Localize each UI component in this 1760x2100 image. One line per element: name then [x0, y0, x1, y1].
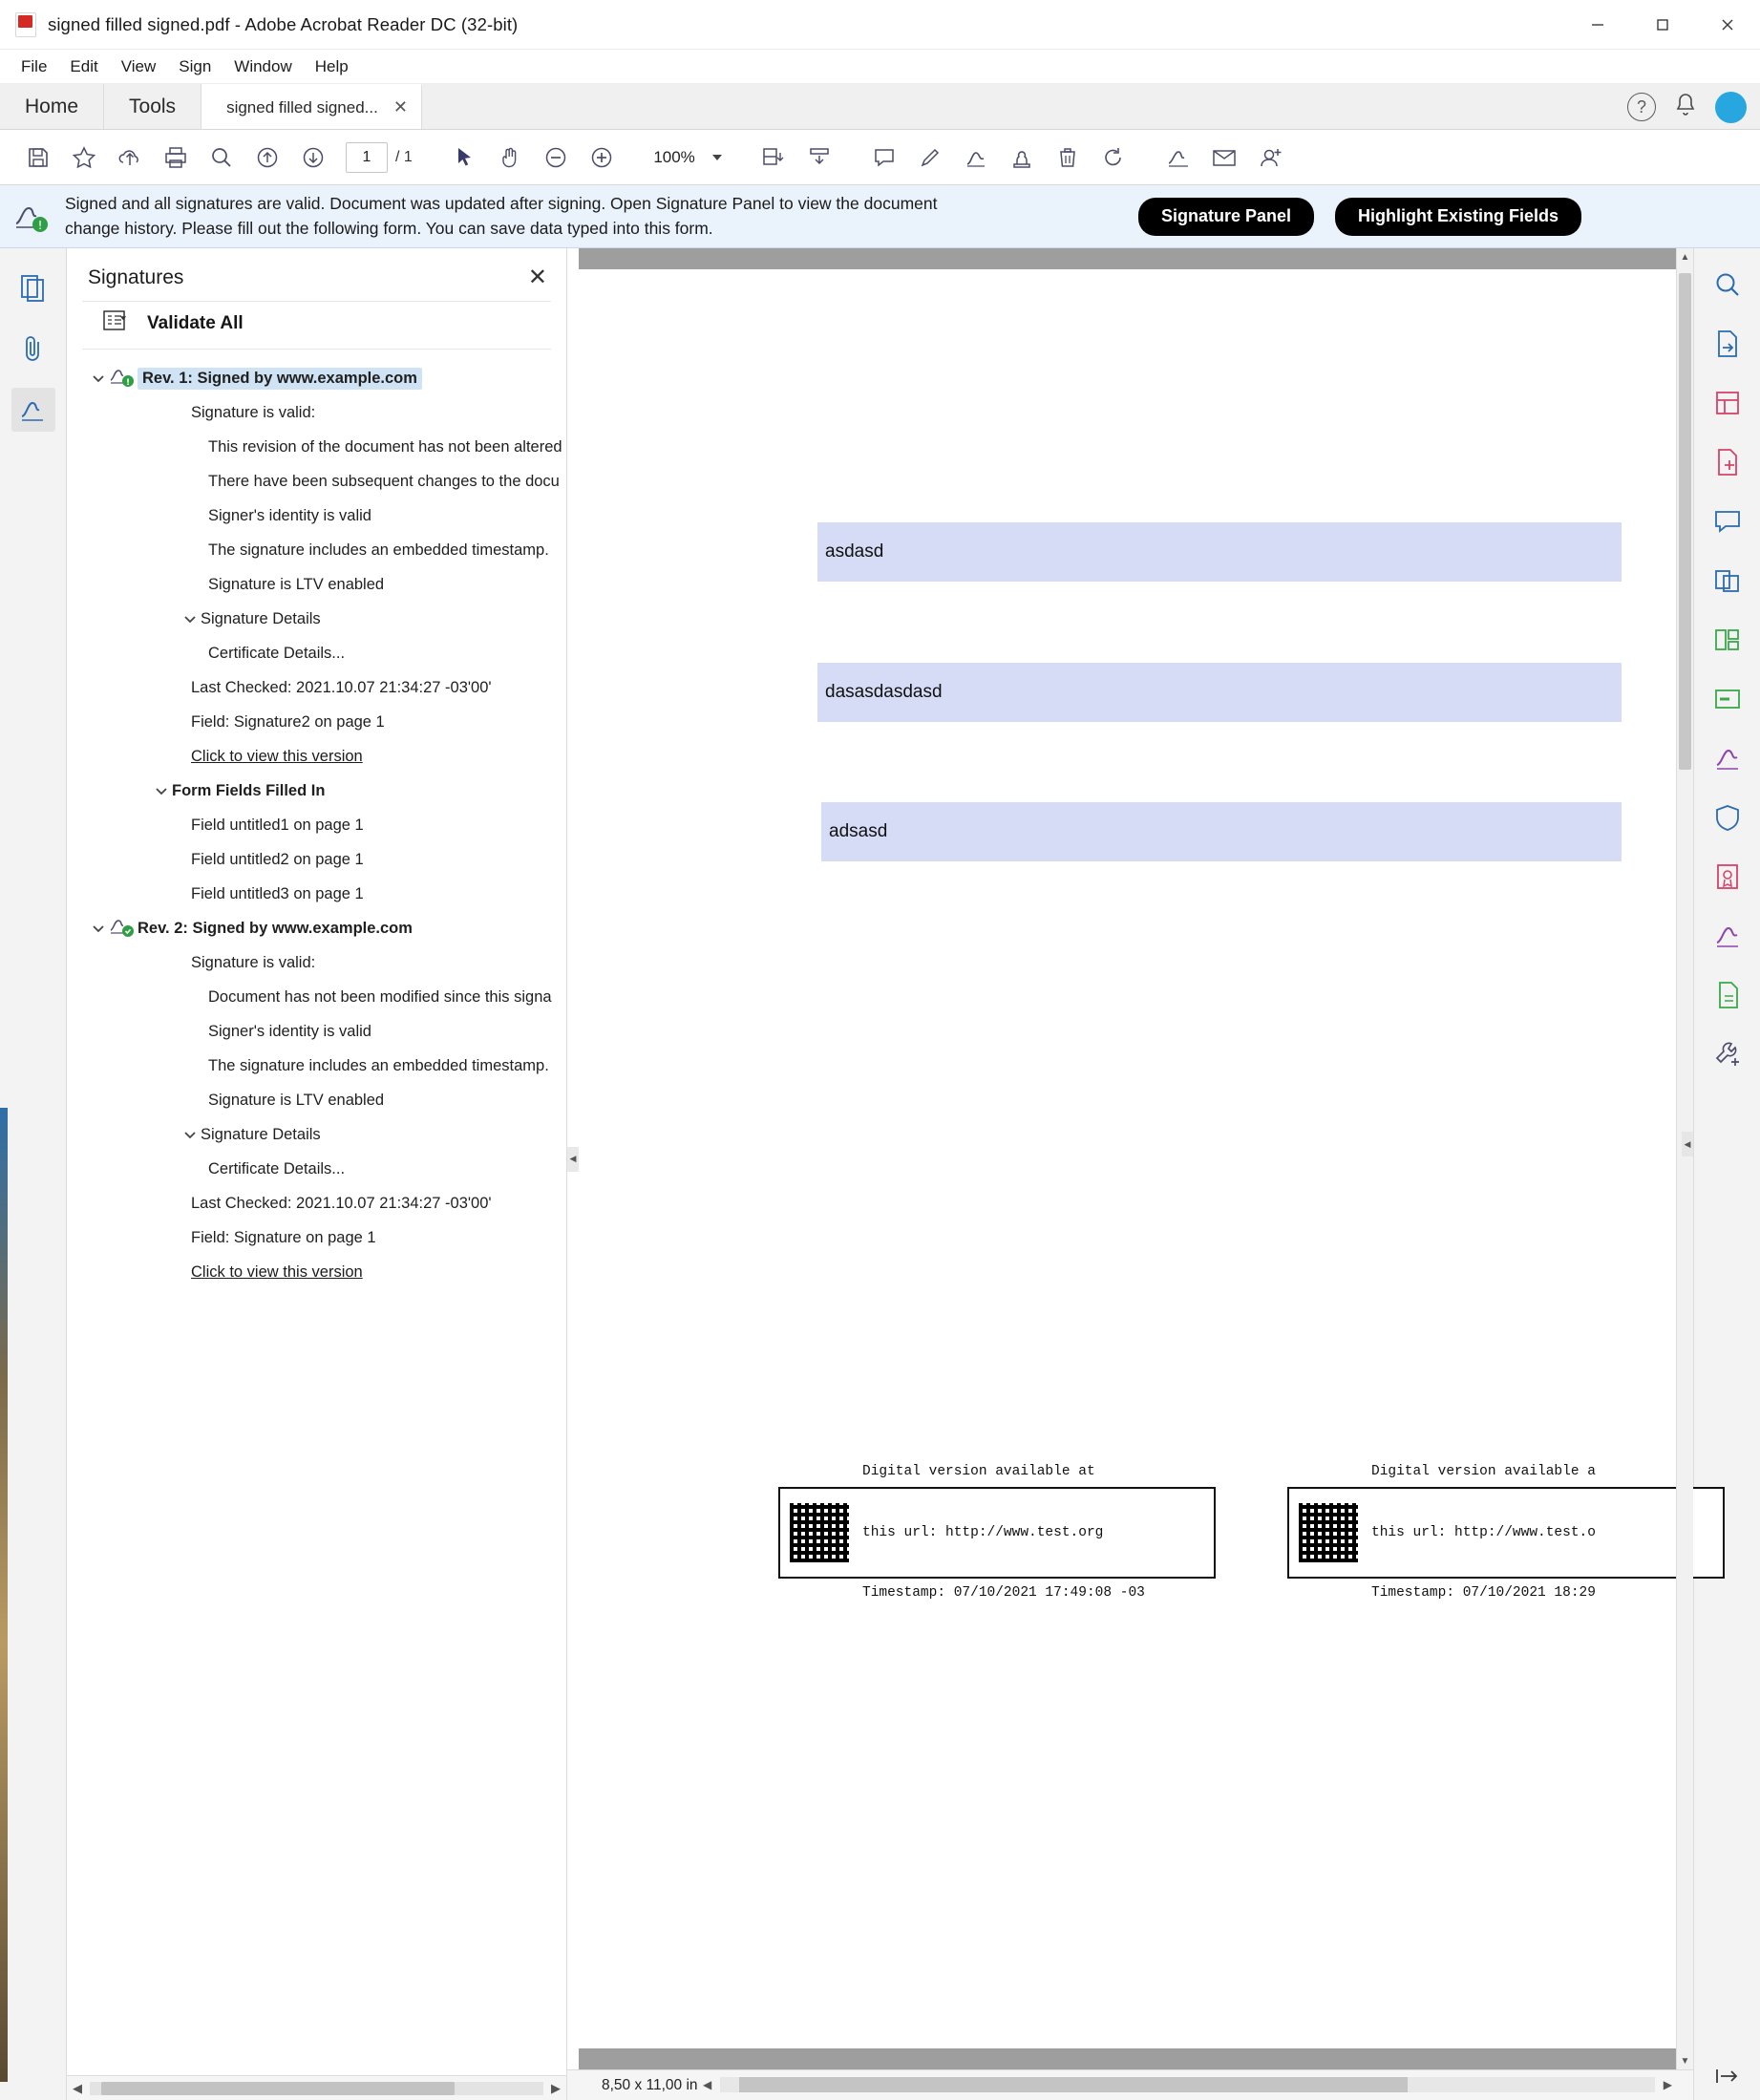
stamp-icon[interactable] — [1001, 138, 1043, 178]
combine-files-icon[interactable] — [1705, 558, 1750, 604]
main-toolbar — [0, 130, 1760, 185]
form-field-untitled2[interactable] — [817, 663, 1622, 722]
tree-item-field-untitled1 — [67, 808, 566, 842]
delete-icon[interactable] — [1047, 138, 1089, 178]
signatures-horizontal-scrollbar[interactable] — [67, 2075, 566, 2100]
tree-item-rev1[interactable] — [67, 361, 566, 395]
close-icon[interactable]: ✕ — [527, 265, 547, 290]
form-field-untitled1[interactable] — [817, 522, 1622, 582]
stamp-line-2: this url: http://www.test.o — [1371, 1524, 1596, 1540]
scroll-left-icon[interactable]: ◀ — [73, 2080, 82, 2095]
menu-sign[interactable]: Sign — [179, 56, 212, 75]
tree-item-timestamp-1 — [67, 533, 566, 567]
tree-item-identity-valid-2 — [67, 1014, 566, 1049]
main-body — [0, 248, 1760, 2100]
desktop-background-sliver — [0, 1108, 8, 2082]
create-pdf-icon[interactable] — [1705, 380, 1750, 426]
previous-page-icon[interactable] — [246, 138, 288, 178]
signature-valid-icon — [109, 915, 138, 943]
chevron-down-icon[interactable] — [180, 611, 201, 626]
comment-icon[interactable] — [1705, 498, 1750, 544]
tree-item-label: Last Checked: 2021.10.07 21:34:27 -03'00' — [191, 678, 492, 696]
tab-tools[interactable] — [104, 84, 201, 129]
pdf-page — [579, 248, 1676, 2069]
tab-strip — [0, 84, 1760, 130]
stamp-line-2: this url: http://www.test.org — [862, 1524, 1104, 1540]
tree-item-timestamp-2 — [67, 1049, 566, 1083]
tree-item-field-untitled3 — [67, 877, 566, 911]
fill-and-sign-icon[interactable] — [1157, 138, 1199, 178]
tab-tools-label: Tools — [129, 95, 177, 117]
scroll-right-icon[interactable]: ▶ — [1663, 2078, 1672, 2091]
signature-panel-button[interactable]: Signature Panel — [1138, 198, 1314, 236]
tree-item-label: Rev. 2: Signed by www.example.com — [138, 919, 413, 937]
tree-item-label: Certificate Details... — [208, 1159, 346, 1177]
scroll-thumb[interactable] — [101, 2082, 455, 2095]
tab-home[interactable] — [0, 84, 104, 129]
viewer-inner — [567, 248, 1693, 2069]
zoom-in-icon[interactable] — [581, 138, 623, 178]
protect-icon[interactable] — [1705, 795, 1750, 840]
window-title: signed filled signed.pdf - Adobe Acrobat Reader DC (32-bit) — [48, 13, 519, 34]
notification-line-1: Signed and all signatures are valid. Document was updated after signing. Open Signature Panel to view the document — [65, 194, 938, 214]
stamp-line-1: Digital version available a — [1371, 1464, 1596, 1480]
menu-edit[interactable]: Edit — [70, 56, 98, 75]
tree-item-form-fields-filled-in[interactable] — [67, 774, 566, 808]
tree-item-label: Signature Details — [201, 1125, 321, 1143]
page-navigation — [346, 142, 413, 173]
page-number-input[interactable] — [346, 142, 388, 173]
zoom-out-icon[interactable] — [535, 138, 577, 178]
tree-item-label: Rev. 1: Signed by www.example.com — [138, 368, 422, 390]
tree-item-view-version-1[interactable] — [67, 739, 566, 774]
tree-item-label: Signature Details — [201, 609, 321, 627]
chevron-down-icon[interactable] — [180, 1127, 201, 1142]
status-bar — [567, 2069, 1693, 2100]
tree-item-label: Signer's identity is valid — [208, 506, 371, 524]
tree-item-view-version-2[interactable] — [67, 1255, 566, 1289]
close-icon[interactable]: ✕ — [392, 97, 408, 117]
window-controls — [1565, 0, 1760, 50]
tree-item-label: Signature is valid: — [191, 953, 316, 971]
minimize-button[interactable] — [1565, 0, 1630, 50]
notification-buttons — [1138, 198, 1581, 236]
fill-and-sign-icon[interactable] — [1705, 735, 1750, 781]
page-bottom-band — [579, 2048, 1676, 2069]
svg-text:!: ! — [37, 218, 43, 232]
rotate-icon[interactable] — [1092, 138, 1134, 178]
menu-window[interactable]: Window — [234, 56, 292, 75]
menu-bar — [0, 50, 1760, 84]
tree-item-label: Field untitled3 on page 1 — [191, 884, 364, 902]
tab-home-label: Home — [25, 95, 79, 117]
tree-item-subsequent-changes — [67, 464, 566, 498]
zoom-level-value: 100% — [653, 147, 695, 166]
tree-item-not-modified — [67, 980, 566, 1014]
maximize-button[interactable] — [1630, 0, 1695, 50]
chevron-down-icon[interactable] — [712, 155, 722, 160]
qr-code-icon — [790, 1503, 849, 1562]
scroll-right-icon[interactable]: ▶ — [551, 2080, 561, 2095]
tree-item-label: The signature includes an embedded timestamp. — [208, 1056, 549, 1074]
tree-item-ltv-2 — [67, 1083, 566, 1117]
avatar[interactable] — [1715, 92, 1747, 123]
bell-icon[interactable] — [1673, 92, 1698, 123]
close-button[interactable] — [1695, 0, 1760, 50]
upload-cloud-icon[interactable] — [109, 138, 151, 178]
page-display-icon[interactable] — [798, 138, 840, 178]
scroll-up-icon[interactable]: ▲ — [1680, 251, 1690, 263]
stamp-line-1: Digital version available at — [862, 1464, 1095, 1480]
collapse-sidebar-button[interactable]: ◀ — [567, 1147, 579, 1172]
signatures-toolbar — [82, 301, 551, 350]
collapse-tools-rail-button[interactable]: ◀ — [1682, 1132, 1693, 1156]
more-tools-icon[interactable] — [1705, 972, 1750, 1018]
highlight-existing-fields-button[interactable]: Highlight Existing Fields — [1335, 198, 1581, 236]
tree-item-label: Document has not been modified since this signa — [208, 987, 552, 1006]
signatures-panel — [67, 248, 567, 2100]
menu-help[interactable]: Help — [314, 56, 349, 75]
tree-item-label[interactable]: Click to view this version — [191, 747, 363, 765]
form-field-value: dasasdasdasd — [825, 682, 943, 702]
save-icon[interactable] — [17, 138, 59, 178]
document-vertical-scrollbar[interactable] — [1676, 248, 1693, 2069]
panel-collapse-gutter — [567, 248, 579, 2069]
tree-item-ltv-1 — [67, 567, 566, 602]
tree-item-last-checked-2 — [67, 1186, 566, 1220]
hand-tool-icon[interactable] — [489, 138, 531, 178]
tree-item-certificate-details-2[interactable] — [67, 1152, 566, 1186]
tree-item-label: Signer's identity is valid — [208, 1022, 371, 1040]
add-tools-icon[interactable] — [1705, 1031, 1750, 1077]
signature-warning-icon — [13, 198, 52, 236]
help-icon[interactable]: ? — [1627, 93, 1656, 121]
share-icon[interactable] — [1249, 138, 1291, 178]
add-to-favorites-icon[interactable] — [63, 138, 105, 178]
select-cursor-icon[interactable] — [443, 138, 485, 178]
certificates-icon[interactable] — [1705, 854, 1750, 900]
tools-rail — [1693, 248, 1760, 2100]
signature-warning-icon — [109, 365, 138, 392]
signatures-panel-header — [67, 248, 566, 301]
tree-item-label: Signature is valid: — [191, 403, 316, 421]
expand-tools-icon[interactable] — [1707, 2060, 1750, 2092]
tree-item-label: Field: Signature on page 1 — [191, 1228, 376, 1246]
tab-document-label: signed filled signed... — [226, 97, 378, 117]
page-size-label: 8,50 x 11,00 in — [602, 2076, 698, 2093]
tree-item-rev2[interactable] — [67, 911, 566, 945]
form-field-value: adsasd — [829, 821, 888, 841]
page-thumbnails-icon[interactable] — [11, 265, 55, 309]
send-email-icon[interactable] — [1203, 138, 1245, 178]
add-comment-icon[interactable] — [863, 138, 905, 178]
export-pdf-icon[interactable] — [1705, 321, 1750, 367]
scroll-thumb[interactable] — [1679, 273, 1691, 770]
document-horizontal-scroll-thumb[interactable] — [739, 2077, 1408, 2092]
tree-item-field-signature2 — [67, 705, 566, 739]
tree-item-field-untitled2 — [67, 842, 566, 877]
tree-item-not-altered — [67, 430, 566, 464]
tab-strip-actions — [1627, 84, 1747, 130]
chevron-down-icon[interactable] — [151, 783, 172, 798]
find-icon[interactable] — [201, 138, 243, 178]
tree-item-signature-details-1[interactable] — [67, 602, 566, 636]
tree-item-label: Certificate Details... — [208, 644, 346, 662]
scroll-down-icon[interactable]: ▼ — [1680, 2055, 1690, 2067]
tree-item-last-checked-1 — [67, 670, 566, 705]
stamp-line-3: Timestamp: 07/10/2021 17:49:08 -03 — [862, 1584, 1145, 1601]
svg-text:!: ! — [125, 377, 131, 388]
signature-stamp-2 — [1287, 1464, 1725, 1601]
highlight-icon[interactable] — [909, 138, 951, 178]
left-navigation-rail — [0, 248, 67, 2100]
chevron-down-icon[interactable] — [88, 921, 109, 936]
tree-item-label: Field untitled2 on page 1 — [191, 850, 364, 868]
qr-code-icon — [1299, 1503, 1358, 1562]
tree-item-sig-valid-1 — [67, 395, 566, 430]
acrobat-app-icon — [15, 12, 36, 37]
notification-text — [65, 192, 1125, 241]
page-area — [579, 248, 1693, 2069]
signatures-panel-title: Signatures — [88, 265, 184, 288]
tree-item-signature-details-2[interactable] — [67, 1117, 566, 1152]
menu-file[interactable]: File — [21, 56, 48, 75]
tab-document[interactable] — [201, 84, 422, 129]
tree-item-label: Field untitled1 on page 1 — [191, 816, 364, 834]
tree-item-certificate-details-1[interactable] — [67, 636, 566, 670]
draw-icon[interactable] — [955, 138, 997, 178]
title-bar — [0, 0, 1760, 50]
redact-icon[interactable] — [1705, 676, 1750, 722]
notification-line-2: change history. Please fill out the following form. You can save data typed into this form. — [65, 218, 713, 238]
tree-item-label: There have been subsequent changes to the docu — [208, 472, 560, 490]
tree-item-field-signature — [67, 1220, 566, 1255]
signatures-panel-icon[interactable] — [11, 388, 55, 432]
panel-options-icon[interactable] — [103, 309, 136, 337]
scroll-track[interactable] — [90, 2082, 543, 2095]
signature-notification-bar — [0, 185, 1760, 248]
stamp-text — [1371, 1422, 1596, 1643]
stamp-text — [862, 1422, 1145, 1643]
form-field-value: asdasd — [825, 541, 884, 562]
signatures-tree — [67, 350, 566, 2075]
scroll-left-icon[interactable]: ◀ — [703, 2078, 712, 2091]
organize-pages-icon[interactable] — [1705, 617, 1750, 663]
tree-item-sig-valid-2 — [67, 945, 566, 980]
tree-item-label: Signature is LTV enabled — [208, 575, 385, 593]
menu-view[interactable]: View — [120, 56, 157, 75]
page-top-band — [579, 248, 1676, 269]
request-signatures-icon[interactable] — [1705, 913, 1750, 959]
validate-all-button[interactable]: Validate All — [147, 312, 244, 333]
page-total-label: / 1 — [395, 148, 413, 165]
tree-item-label: Form Fields Filled In — [172, 781, 326, 799]
tree-item-label: The signature includes an embedded timestamp. — [208, 541, 549, 559]
tree-item-identity-valid-1 — [67, 498, 566, 533]
signature-stamp-1 — [778, 1464, 1216, 1601]
stamp-line-3: Timestamp: 07/10/2021 18:29 — [1371, 1584, 1596, 1601]
tree-item-label: Last Checked: 2021.10.07 21:34:27 -03'00' — [191, 1194, 492, 1212]
document-viewer — [567, 248, 1693, 2100]
fit-page-icon[interactable] — [753, 138, 795, 178]
print-icon[interactable] — [155, 138, 197, 178]
form-field-untitled3[interactable] — [821, 802, 1622, 861]
tree-item-label[interactable]: Click to view this version — [191, 1262, 363, 1281]
tree-item-label: Signature is LTV enabled — [208, 1091, 385, 1109]
next-page-icon[interactable] — [292, 138, 334, 178]
attachments-icon[interactable] — [11, 327, 55, 371]
tree-item-label: Field: Signature2 on page 1 — [191, 712, 385, 731]
edit-pdf-icon[interactable] — [1705, 439, 1750, 485]
tree-item-label: This revision of the document has not been altered — [208, 437, 562, 456]
chevron-down-icon[interactable] — [88, 371, 109, 386]
zoom-level-control[interactable] — [642, 148, 722, 167]
search-icon[interactable] — [1705, 262, 1750, 308]
